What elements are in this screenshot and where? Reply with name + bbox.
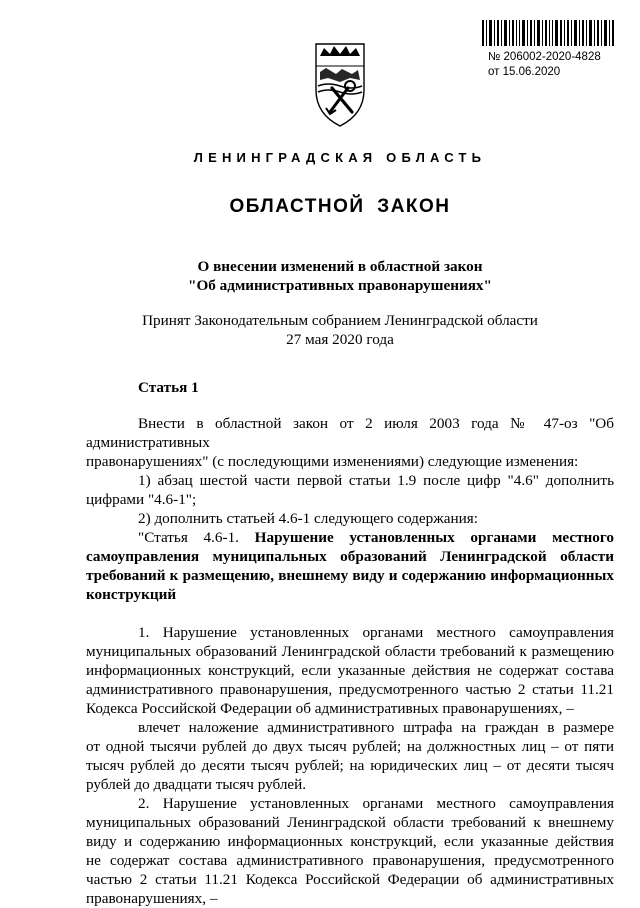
part-1-line: административного правонарушения, предусмотренного частью 2 статьи 11.21 bbox=[86, 681, 614, 698]
part-2-line: правонарушениях, – bbox=[86, 890, 218, 907]
penalty-1-line: влечет наложение административного штрафа на граждан в размере bbox=[138, 719, 614, 736]
new-article-heading-line: конструкций bbox=[86, 586, 177, 603]
law-title-line: О внесении изменений в областной закон bbox=[197, 258, 483, 275]
document-type: ОБЛАСТНОЙ ЗАКОН bbox=[229, 196, 451, 217]
penalty-1-line: тысяч рублей до десяти тысяч рублей; на юридических лиц – от десяти тысяч bbox=[86, 757, 614, 774]
adoption-note bbox=[0, 311, 640, 349]
penalty-1-line: от одной тысячи рублей до двух тысяч рублей; на должностных лиц – от пяти bbox=[86, 738, 614, 755]
leningrad-oblast-coat-of-arms-icon bbox=[306, 42, 374, 128]
article-heading: Статья 1 bbox=[138, 379, 199, 396]
new-article-prefix: "Статья 4.6-1. bbox=[138, 529, 255, 546]
region-name: ЛЕНИНГРАДСКАЯ ОБЛАСТЬ bbox=[193, 150, 487, 165]
part-1-line: Кодекса Российской Федерации об административных правонарушениях, – bbox=[86, 700, 574, 717]
item-2: 2) дополнить статьей 4.6-1 следующего содержания: bbox=[138, 510, 478, 527]
adoption-date: 27 мая 2020 года bbox=[286, 331, 394, 348]
part-1-line: муниципальных образований Ленинградской области требований к размещению bbox=[86, 643, 614, 660]
part-1-line: 1. Нарушение установленных органами местного самоуправления bbox=[138, 624, 614, 641]
part-2-line: частью 2 статьи 11.21 Кодекса Российской Федерации об административных bbox=[86, 871, 614, 888]
item-1-line: 1) абзац шестой части первой статьи 1.9 после цифр "4.6" дополнить bbox=[138, 472, 614, 489]
penalty-1-line: рублей до двадцати тысяч рублей. bbox=[86, 776, 307, 793]
law-title bbox=[0, 257, 640, 295]
law-title-line: "Об административных правонарушениях" bbox=[188, 277, 492, 294]
part-1-line: информационных конструкций, если указанные действия не содержат состава bbox=[86, 662, 614, 679]
part-2-line: виду и содержанию информационных конструкций, если указанные действия bbox=[86, 833, 614, 850]
new-article-heading-line bbox=[86, 528, 614, 547]
part-2-line: муниципальных образований Ленинградской области требований к внешнему bbox=[86, 814, 614, 831]
intro-line: Внести в областной закон от 2 июля 2003 года № 47-оз "Об административных bbox=[86, 415, 614, 451]
new-article-heading-line: самоуправления муниципальных образований Ленинградской области bbox=[86, 548, 614, 565]
new-article-heading-text: Нарушение установленных органами местного bbox=[254, 529, 614, 546]
registration-date: от 15.06.2020 bbox=[488, 66, 561, 78]
spacer bbox=[86, 604, 614, 623]
barcode-icon bbox=[482, 20, 614, 46]
article-body bbox=[86, 414, 614, 908]
new-article-heading-line: требований к размещению, внешнему виду и содержанию информационных bbox=[86, 567, 614, 584]
registration-number: № 206002-2020-4828 bbox=[488, 51, 601, 63]
adoption-note-line: Принят Законодательным собранием Ленинградской области bbox=[142, 312, 538, 329]
item-1-line: цифрами "4.6-1"; bbox=[86, 491, 197, 508]
intro-line: правонарушениях" (с последующими изменениями) следующие изменения: bbox=[86, 453, 579, 470]
part-2-line: не содержат состава административного правонарушения, предусмотренного bbox=[86, 852, 614, 869]
registration-stamp bbox=[488, 50, 601, 80]
part-2-line: 2. Нарушение установленных органами местного самоуправления bbox=[138, 795, 614, 812]
